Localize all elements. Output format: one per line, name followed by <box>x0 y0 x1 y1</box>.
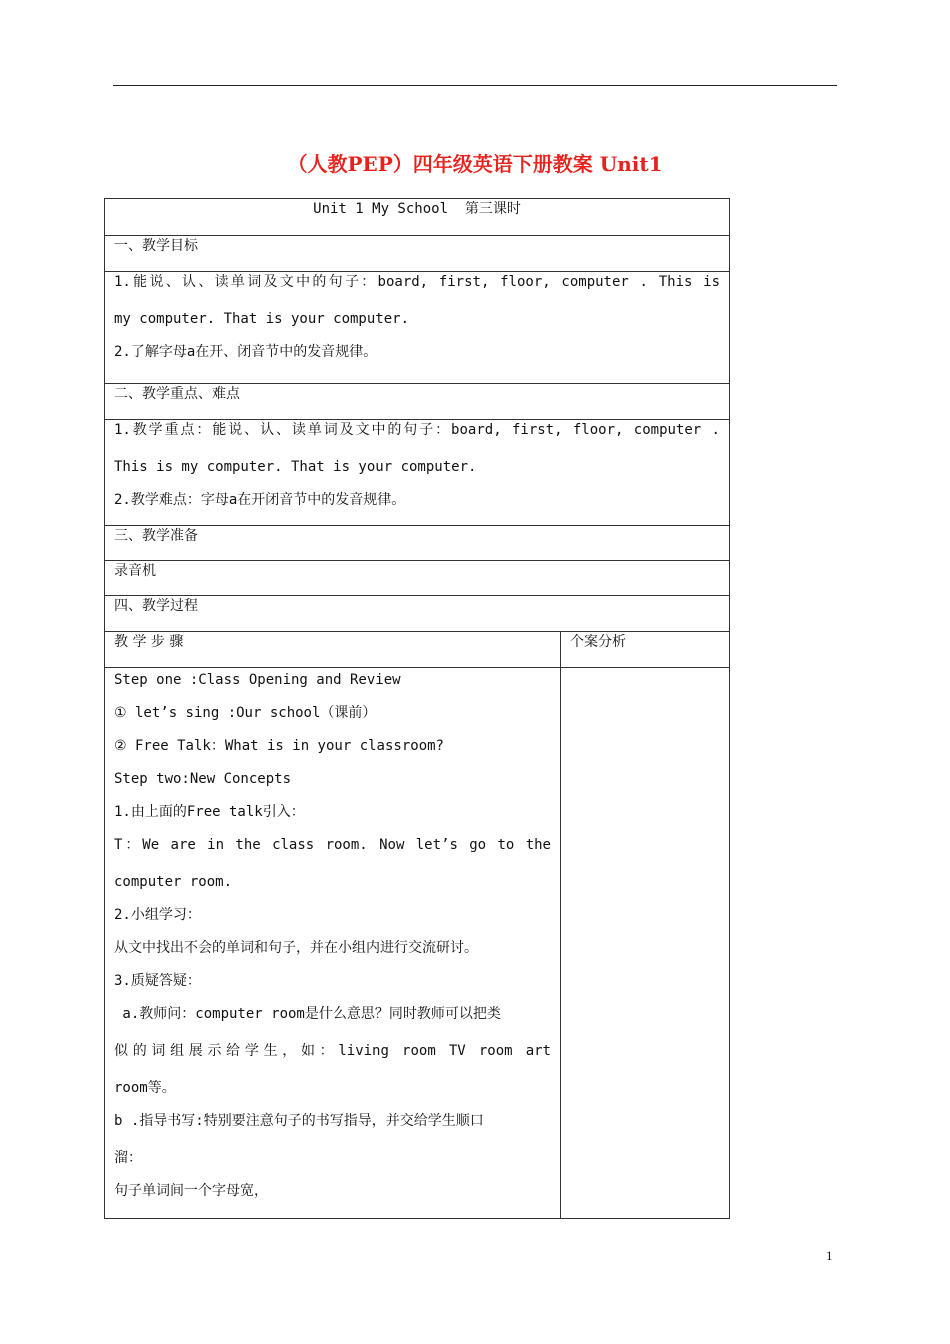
process-line: 溜： <box>114 1150 142 1166</box>
objectives-row <box>105 272 730 384</box>
process-content-row <box>105 668 730 1219</box>
lesson-title: Unit 1 My School 第三课时 <box>105 199 730 236</box>
header-rule <box>113 85 837 86</box>
process-line: T：We are in the class room. Now let’s go to the <box>114 837 551 853</box>
preparation-row <box>105 561 730 596</box>
preparation-heading-row <box>105 526 730 561</box>
objectives-heading-row <box>105 236 730 272</box>
analysis-content <box>561 668 730 1219</box>
process-steps-content <box>105 668 561 1219</box>
process-columns-row <box>105 632 730 668</box>
key-points-heading-row <box>105 384 730 420</box>
page-number: 1 <box>826 1248 833 1263</box>
process-line: Step one :Class Opening and Review <box>114 672 401 688</box>
process-heading: 四、教学过程 <box>105 596 730 632</box>
key-points-content <box>105 420 730 526</box>
process-line: a.教师问：computer room是什么意思？同时教师可以把类 <box>114 1006 501 1022</box>
process-line: 从文中找出不会的单词和句子，并在小组内进行交流研讨。 <box>114 940 478 956</box>
lesson-plan-table <box>104 198 730 1219</box>
process-line: 1.由上面的Free talk引入： <box>114 804 305 820</box>
process-heading-row <box>105 596 730 632</box>
objectives-line: 1.能说、认、读单词及文中的句子：board, first, floor, computer . This is <box>114 274 720 290</box>
process-line: b .指导书写:特别要注意句子的书写指导，并交给学生顺口 <box>114 1113 484 1129</box>
process-line: 似的词组展示给学生，如：living room TV room art <box>114 1043 551 1059</box>
objectives-content <box>105 272 730 384</box>
objectives-heading: 一、教学目标 <box>105 236 730 272</box>
preparation-content: 录音机 <box>105 561 730 596</box>
objectives-line: my computer. That is your computer. <box>114 311 410 327</box>
process-line: ① let’s sing :Our school（课前） <box>114 705 377 721</box>
key-points-heading: 二、教学重点、难点 <box>105 384 730 420</box>
process-line: computer room. <box>114 874 233 890</box>
steps-column-header: 教 学 步 骤 <box>105 632 561 668</box>
lesson-title-row <box>105 199 730 236</box>
key-points-line: 2.教学难点：字母a在开闭音节中的发音规律。 <box>114 492 406 508</box>
key-points-row <box>105 420 730 526</box>
process-line: 3.质疑答疑： <box>114 973 201 989</box>
process-line: 2.小组学习： <box>114 907 201 923</box>
document-title: （人教PEP）四年级英语下册教案 Unit1 <box>287 152 663 176</box>
process-line: ② Free Talk：What is in your classroom? <box>114 738 444 754</box>
preparation-heading: 三、教学准备 <box>105 526 730 561</box>
key-points-line: This is my computer. That is your computer. <box>114 459 477 475</box>
process-line: room等。 <box>114 1080 176 1096</box>
process-line: Step two:New Concepts <box>114 771 292 787</box>
key-points-line: 1.教学重点：能说、认、读单词及文中的句子：board, first, floor, computer . <box>114 422 720 438</box>
process-line: 句子单词间一个字母宽， <box>114 1183 268 1199</box>
objectives-line: 2.了解字母a在开、闭音节中的发音规律。 <box>114 344 378 360</box>
analysis-column-header: 个案分析 <box>561 632 730 668</box>
